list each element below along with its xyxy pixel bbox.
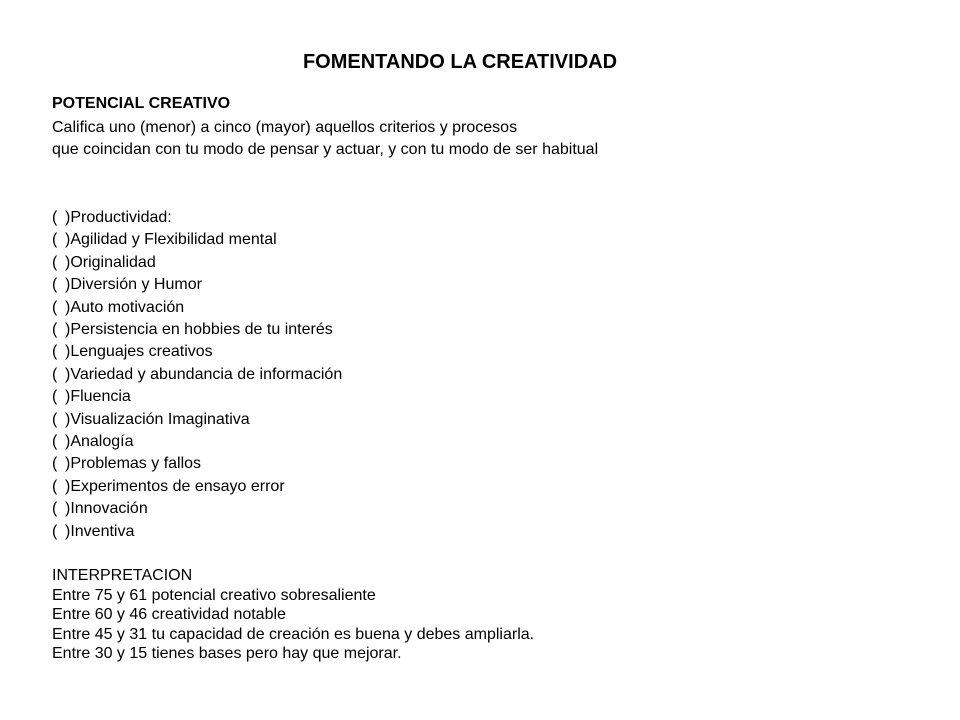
- rating-bracket-open: (: [52, 522, 58, 540]
- rating-bracket-close: ): [65, 522, 71, 540]
- rating-bracket-open: (: [52, 298, 58, 316]
- interpretation-section: [52, 566, 534, 664]
- rating-bracket-close: ): [65, 231, 71, 249]
- criterion-label: Visualización Imaginativa: [70, 410, 250, 428]
- criterion-item: [52, 207, 342, 229]
- criterion-label: Analogía: [70, 433, 134, 451]
- rating-bracket-close: ): [65, 388, 71, 406]
- rating-bracket-close: ): [65, 433, 71, 451]
- criterion-item: [52, 521, 342, 543]
- criterion-item: [52, 498, 342, 520]
- page-title: FOMENTANDO LA CREATIVIDAD: [302, 51, 618, 73]
- rating-bracket-close: ): [65, 365, 71, 383]
- criterion-item: [52, 364, 342, 386]
- criterion-label: Productividad:: [70, 209, 172, 226]
- rating-bracket-open: (: [52, 433, 58, 451]
- rating-bracket-close: ): [65, 500, 71, 518]
- criterion-label: Fluencia: [70, 388, 131, 406]
- rating-bracket-open: (: [52, 276, 58, 294]
- interpretation-line: Entre 60 y 46 creatividad notable: [52, 606, 286, 623]
- criterion-item: [52, 409, 342, 431]
- rating-bracket-open: (: [52, 410, 58, 428]
- rating-bracket-close: ): [65, 253, 71, 271]
- rating-bracket-open: (: [52, 321, 58, 339]
- criterion-label: Persistencia en hobbies de tu interés: [70, 321, 333, 339]
- criterion-item: [52, 453, 342, 475]
- rating-bracket-close: ): [65, 276, 71, 294]
- rating-bracket-open: (: [52, 365, 58, 383]
- criterion-label: Originalidad: [70, 253, 156, 271]
- interpretation-line: Entre 30 y 15 tienes bases pero hay que mejorar.: [52, 645, 402, 662]
- criterion-item: [52, 341, 342, 363]
- rating-bracket-open: (: [52, 231, 58, 249]
- rating-bracket-open: (: [52, 477, 58, 495]
- rating-bracket-close: ): [65, 343, 71, 361]
- criterion-item: [52, 274, 342, 296]
- criterion-label: Auto motivación: [70, 298, 185, 316]
- criterion-item: [52, 386, 342, 408]
- criterion-item: [52, 431, 342, 453]
- rating-bracket-close: ): [65, 477, 71, 495]
- rating-bracket-close: ): [65, 455, 71, 473]
- instruction-line: que coincidan con tu modo de pensar y actuar, y con tu modo de ser habitual: [52, 141, 599, 158]
- criterion-label: Variedad y abundancia de información: [70, 365, 343, 383]
- rating-bracket-open: (: [52, 455, 58, 473]
- rating-bracket-open: (: [52, 343, 58, 361]
- rating-bracket-open: (: [52, 500, 58, 518]
- rating-bracket-open: (: [52, 209, 58, 226]
- criterion-label: Experimentos de ensayo error: [70, 477, 285, 495]
- rating-bracket-close: ): [65, 209, 71, 226]
- criterion-label: Problemas y fallos: [70, 455, 202, 473]
- interpretation-heading: INTERPRETACION: [52, 567, 193, 584]
- criterion-label: Innovación: [70, 500, 148, 518]
- rating-bracket-close: ): [65, 410, 71, 428]
- rating-bracket-close: ): [65, 298, 71, 316]
- criterion-item: [52, 476, 342, 498]
- criterion-label: Inventiva: [70, 522, 135, 540]
- rating-bracket-open: (: [52, 253, 58, 271]
- interpretation-line: Entre 75 y 61 potencial creativo sobresaliente: [52, 586, 376, 604]
- criterion-label: Diversión y Humor: [70, 276, 202, 294]
- criterion-label: Lenguajes creativos: [70, 343, 213, 361]
- criterion-item: [52, 319, 342, 341]
- criterion-item: [52, 297, 342, 319]
- criterion-label: Agilidad y Flexibilidad mental: [70, 231, 277, 249]
- criterion-item: [52, 252, 342, 274]
- criteria-list: [52, 207, 342, 543]
- rating-bracket-open: (: [52, 388, 58, 406]
- interpretation-line: Entre 45 y 31 tu capacidad de creación es buena y debes ampliarla.: [52, 625, 535, 643]
- rating-bracket-close: ): [65, 321, 71, 339]
- instructions: [52, 117, 598, 161]
- section-heading: POTENCIAL CREATIVO: [52, 95, 231, 112]
- criterion-item: [52, 229, 342, 251]
- instruction-line: Califica uno (menor) a cinco (mayor) aquellos criterios y procesos: [52, 119, 518, 136]
